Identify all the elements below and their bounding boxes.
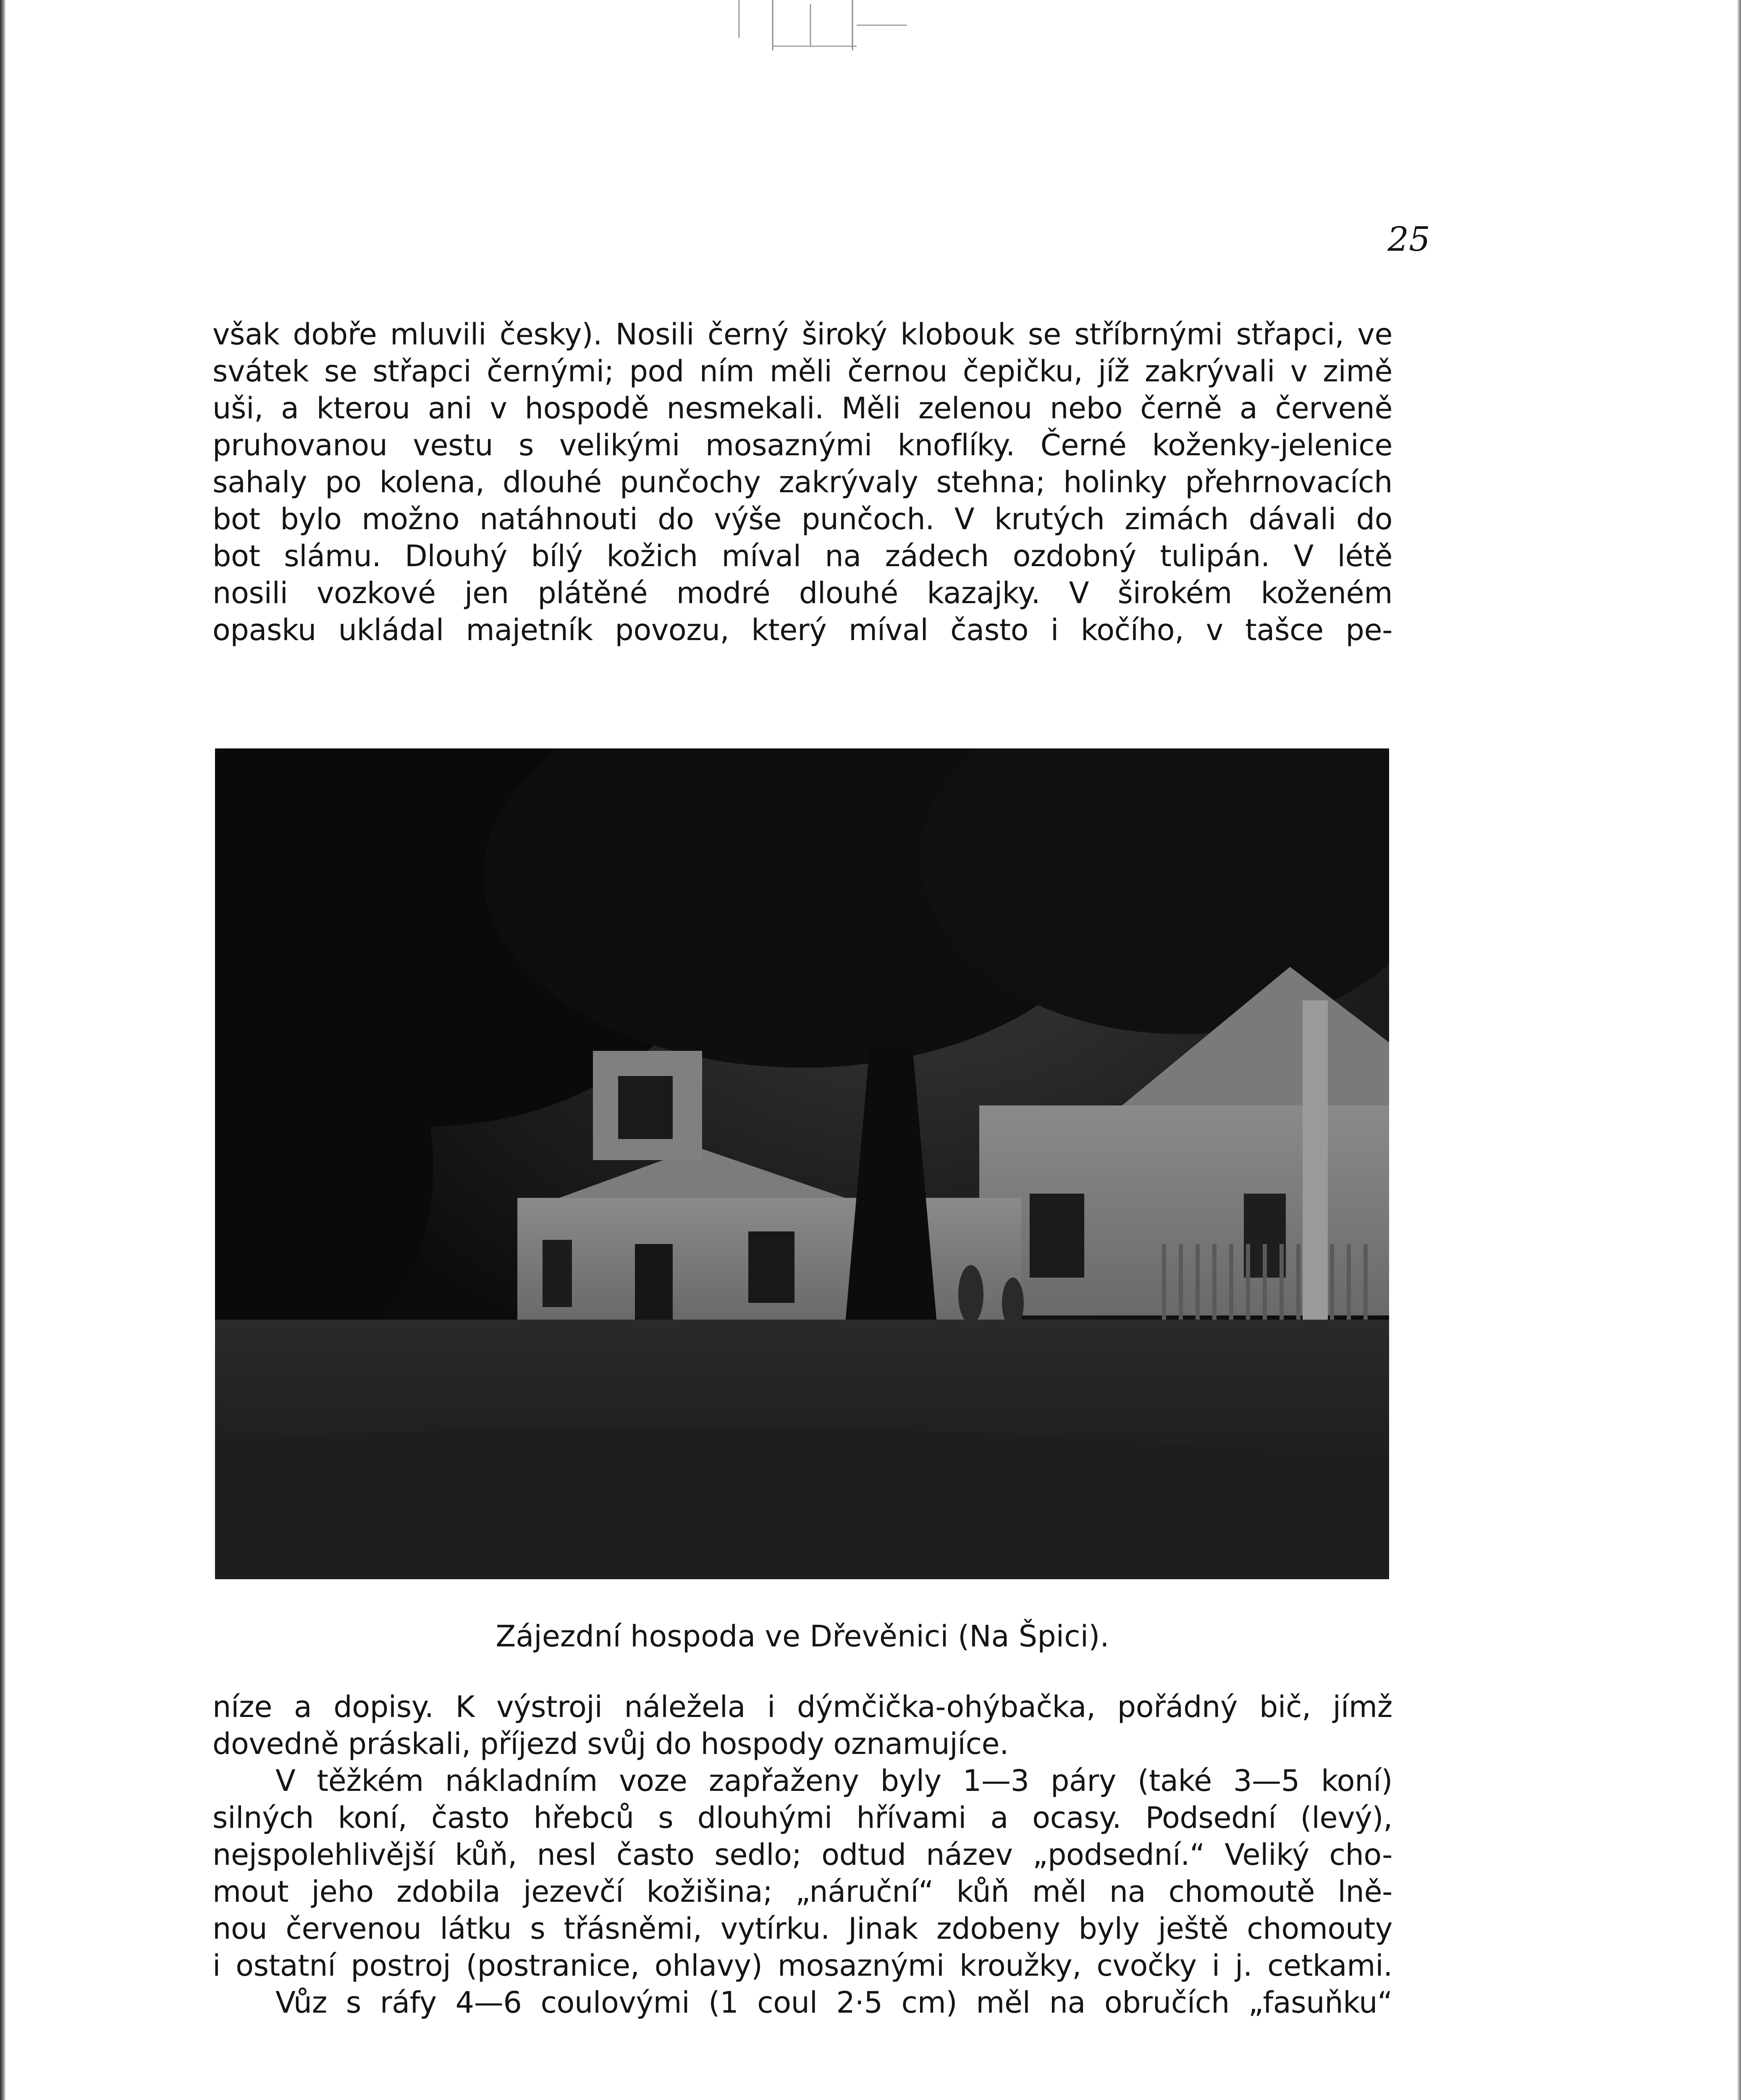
photo-caption: Zájezdní hospoda ve Dřevěnici (Na Špici). bbox=[496, 1619, 1109, 1654]
scan-top-marks bbox=[731, 0, 915, 55]
text-line: V těžkém nákladním voze zapřaženy byly 1—3 páry (také 3—5 koní) bbox=[275, 1764, 1392, 1798]
text-line: silných koní, často hřebců s dlouhými hřívami a ocasy. Podsední (levý), bbox=[212, 1801, 1392, 1835]
inn-photograph bbox=[215, 748, 1389, 1579]
text-line: svátek se střapci černými; pod ním měli černou čepičku, jíž zakrývali v zimě bbox=[212, 354, 1392, 388]
text-line: sahaly po kolena, dlouhé punčochy zakrývaly stehna; holinky přehrnovacích bbox=[212, 465, 1392, 499]
text-line: bot slámu. Dlouhý bílý kožich míval na zádech ozdobný tulipán. V létě bbox=[212, 539, 1392, 573]
text-line: mout jeho zdobila jezevčí kožišina; „náruční“ kůň měl na chomoutě lně- bbox=[212, 1874, 1392, 1909]
text-line: nejspolehlivější kůň, nesl často sedlo; odtud název „podsední.“ Veliký cho- bbox=[212, 1838, 1392, 1872]
text-line: nou červenou látku s třásněmi, vytírku. Jinak zdobeny byly ještě chomouty bbox=[212, 1911, 1392, 1946]
text-line: však dobře mluvili česky). Nosili černý široký klobouk se stříbrnými střapci, ve bbox=[212, 317, 1392, 352]
text-line: pruhovanou vestu s velikými mosaznými knoflíky. Černé koženky-jelenice bbox=[212, 428, 1392, 462]
text-line: opasku ukládal majetník povozu, který míval často i kočího, v tašce pe- bbox=[212, 613, 1392, 647]
paragraph-top bbox=[212, 316, 1392, 648]
text-line: i ostatní postroj (postranice, ohlavy) mosaznými kroužky, cvočky i j. cetkami. bbox=[212, 1948, 1392, 1983]
page-number: 25 bbox=[1387, 220, 1430, 259]
scan-edge-right bbox=[1737, 0, 1741, 2100]
text-line: nosili vozkové jen plátěné modré dlouhé kazajky. V širokém koženém bbox=[212, 576, 1392, 610]
text-line: níze a dopisy. K výstroji náležela i dýmčička-ohýbačka, pořádný bič, jímž bbox=[212, 1690, 1392, 1724]
text-line: Vůz s ráfy 4—6 coulovými (1 coul 2·5 cm) měl na obručích „fasuňku“ bbox=[275, 1985, 1392, 2020]
text-line: bot bylo možno natáhnouti do výše punčoch. V krutých zimách dávali do bbox=[212, 502, 1392, 536]
text-line: dovedně práskali, příjezd svůj do hospody oznamujíce. bbox=[212, 1727, 1009, 1761]
scan-edge-left bbox=[0, 0, 6, 2100]
text-line: uši, a kterou ani v hospodě nesmekali. Měli zelenou nebo černě a červeně bbox=[212, 391, 1392, 425]
paragraph-bottom bbox=[212, 1688, 1392, 2021]
